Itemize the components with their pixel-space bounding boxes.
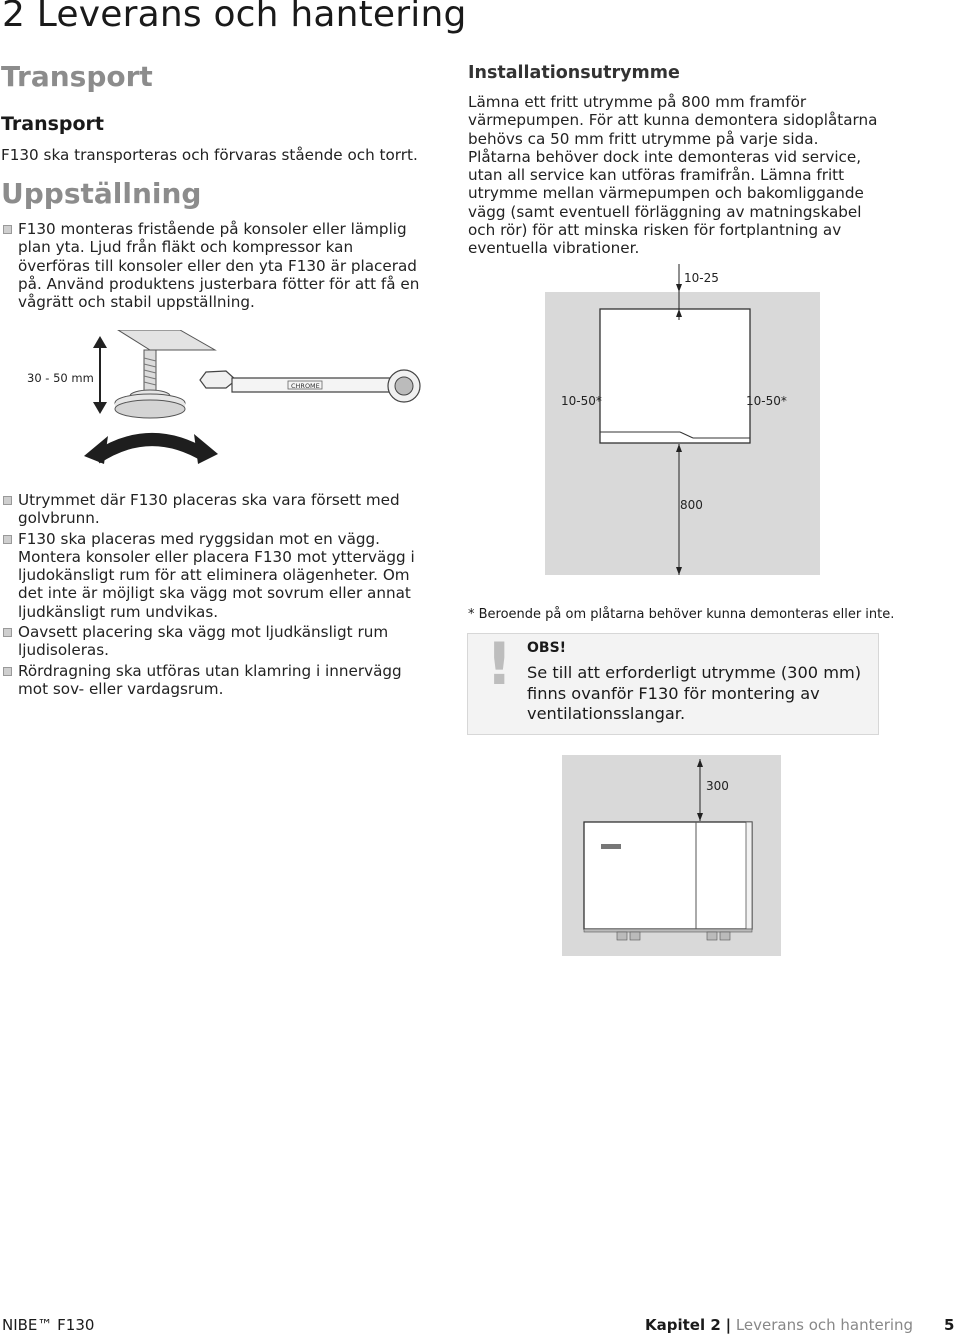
front-view-figure [562,755,781,956]
obs-text: Se till att erforderligt utrymme (300 mm) finns ovanför F130 för montering av ventilationsslangar. [527,663,862,723]
list-item-text: Utrymmet där F130 placeras ska vara försett med golvbrunn. [18,491,400,528]
wrench [200,370,420,402]
footer-separator: | [725,1316,732,1334]
footer-chapter-label: Kapitel 2 [645,1316,721,1334]
dim-front-label: 800 [680,498,703,512]
list-item-text: Rördragning ska utföras utan klamring i innervägg mot sov- eller vardagsrum. [18,661,402,698]
placement-list [2,491,422,700]
list-item-text: Oavsett placering ska vägg mot ljudkänsligt rum ljudisoleras. [18,623,389,660]
bullet-square-icon [3,496,12,505]
dim-left-label: 10-50* [561,394,602,408]
installation-text: Lämna ett fritt utrymme på 800 mm framför värmepumpen. För att kunna demontera sidoplåtarna behövs ca 50 mm fritt utrymme på varje sida. Plåtarna behöver dock inte demonteras vid service, utan all service kan utföras framifrån. Lämna fritt utrymme mellan värmepumpen och bakomliggande vägg (samt eventuell förläggning av matningskabel och rör) för att minska risken för fortplantning av eventuella vibrationer. [468,93,878,258]
bullet-square-icon [3,667,12,676]
footer-product: NIBE™ F130 [2,1316,95,1334]
warning-exclamation-icon: ! [486,630,513,698]
bullet-square-icon [3,225,12,234]
obs-title: OBS! [527,640,567,656]
list-item [2,530,422,621]
adjustable-foot [115,350,185,418]
uppstallning-heading: Uppställning [1,177,202,210]
foot-height-label: 30 - 50 mm [27,371,94,385]
rotation-arrow [84,434,218,464]
list-item-text: F130 ska placeras med ryggsidan mot en vägg. Montera konsoler eller placera F130 mot yttervägg i ljudokänsligt rum för att eliminera olägenheter. Om det inte är möjligt ska vägg mot sovrum eller annat ljudkänsligt rum undvikas. [18,529,415,621]
list-item [2,220,422,311]
bullet-square-icon [3,535,12,544]
footer-page-number: 5 [944,1316,955,1334]
footer-chapter-name: Leverans och hantering [735,1316,914,1334]
transport-sub-heading: Transport [1,113,105,135]
installation-heading: Installationsutrymme [468,63,680,83]
transport-text: F130 ska transporteras och förvaras stående och torrt. [1,146,418,164]
footer-chapter [645,1316,913,1334]
uppstallning-intro-list [2,220,422,313]
heat-pump-outline [600,309,750,443]
floor-surface [118,330,215,350]
foot-adjustment-figure [0,330,440,465]
installation-footnote: * Beroende på om plåtarna behöver kunna demonteras eller inte. [468,607,895,622]
obs-note-box [467,630,879,735]
list-item [2,491,422,528]
height-arrow [93,336,107,414]
list-item [2,662,422,699]
wrench-label: CHROME [291,382,320,390]
transport-section-heading: Transport [1,60,153,93]
dim-top-label: 10-25 [684,271,719,285]
installation-space-figure [545,264,820,575]
chapter-title: 2 Leverans och hantering [2,0,467,35]
bullet-square-icon [3,628,12,637]
list-item-text: F130 monteras fristående på konsoler eller lämplig plan yta. Ljud från fläkt och kompressor kan överföras till konsoler eller den yta F130 är placerad på. Använd produktens justerbara fötter för att få en vågrätt och stabil uppställning. [18,220,420,312]
heat-pump-front [584,822,752,932]
dim-above-label: 300 [706,779,729,793]
list-item [2,623,422,660]
dim-right-label: 10-50* [746,394,787,408]
